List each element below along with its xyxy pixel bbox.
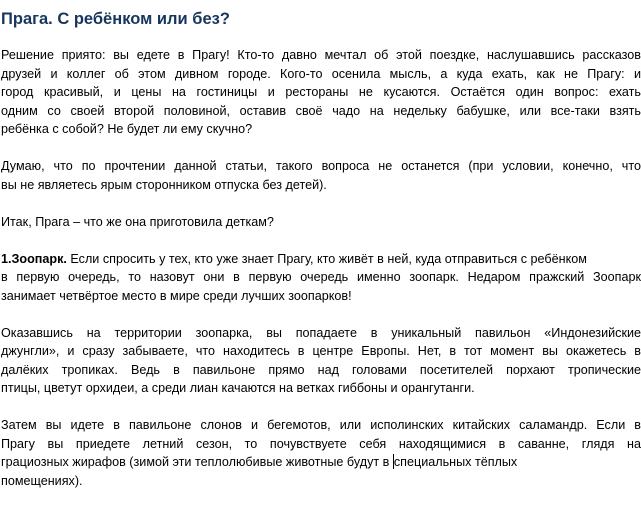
text-line: друзей и коллег об этом дивном городе. Кого-то осенила мысль, а куда ехать, как не Прагу: и <box>1 66 641 81</box>
text-fragment: Если спросить у тех, кто уже знает Прагу, кто живёт в ней, куда отправиться с ребёнком <box>66 251 587 266</box>
text-line: Затем вы идете в павильоне слонов и бегемотов, или исполинских китайских саламандр. Если в <box>1 418 641 432</box>
text-line: Оказавшись на территории зоопарка, вы попадаете в уникальный павильон «Индонезийские <box>1 325 641 340</box>
section-heading-zoo: 1.Зоопарк. <box>1 251 67 266</box>
paragraph-pavilion <box>1 324 641 398</box>
text-line: город красивый, и цены на гостиницы и рестораны не кусаются. Остаётся один вопрос: ехать <box>1 85 641 99</box>
text-line: Думаю, что по прочтении данной статьи, такого вопроса не останется (при условии, конечно, что <box>1 159 641 173</box>
text-line: вы не являетесь ярым сторонником отпуска без детей). <box>1 177 327 192</box>
document-body[interactable] <box>1 46 641 509</box>
text-line: джунгли», и сразу забываете, что находитесь в центре Европы. Нет, в тот момент вы окажетесь в <box>1 344 641 358</box>
text-line: Прагу вы приедете летний сезон, то почувствуете себя находящимися в саванне, глядя на <box>1 436 641 451</box>
text-line: одним со своей второй половиной, оставив своё чадо на недельку бабушке, или все-таки взять <box>1 103 641 118</box>
text-line: помещениях). <box>1 473 83 488</box>
text-fragment: грациозных жирафов (зимой эти теплолюбивые животные будут в <box>1 455 393 469</box>
paragraph-think <box>1 157 641 194</box>
text-line <box>1 453 600 472</box>
text-line: занимает четвёртое место в мире среди лучших зоопарков! <box>1 288 352 303</box>
text-fragment: специальных тёплых <box>393 455 518 469</box>
text-line: Решение приято: вы едете в Прагу! Кто-то давно мечтал об этой поездке, наслушавшись рассказов <box>1 48 641 62</box>
text-line: птицы, цветут орхидеи, а среди лиан качаются на ветках гиббоны и орангутанги. <box>1 381 475 395</box>
text-line: в первую очередь, то назовут они в первую очередь именно зоопарк. Недаром пражский Зоопарк <box>1 270 641 284</box>
paragraph-question <box>1 213 600 232</box>
paragraph-zoo <box>1 250 641 306</box>
paragraph-elephants <box>1 416 641 490</box>
text-line: ребёнка с собой? Не будет ли ему скучно? <box>1 122 253 136</box>
text-line: Итак, Прага – что же она приготовила деткам? <box>1 214 274 229</box>
document-title: Прага. С ребёнком или без? <box>1 10 230 28</box>
paragraph-intro <box>1 46 641 139</box>
text-line <box>1 250 600 269</box>
text-line: далёких тропиках. Ведь в павильоне прямо над головами посетителей порхают тропические <box>1 362 641 377</box>
